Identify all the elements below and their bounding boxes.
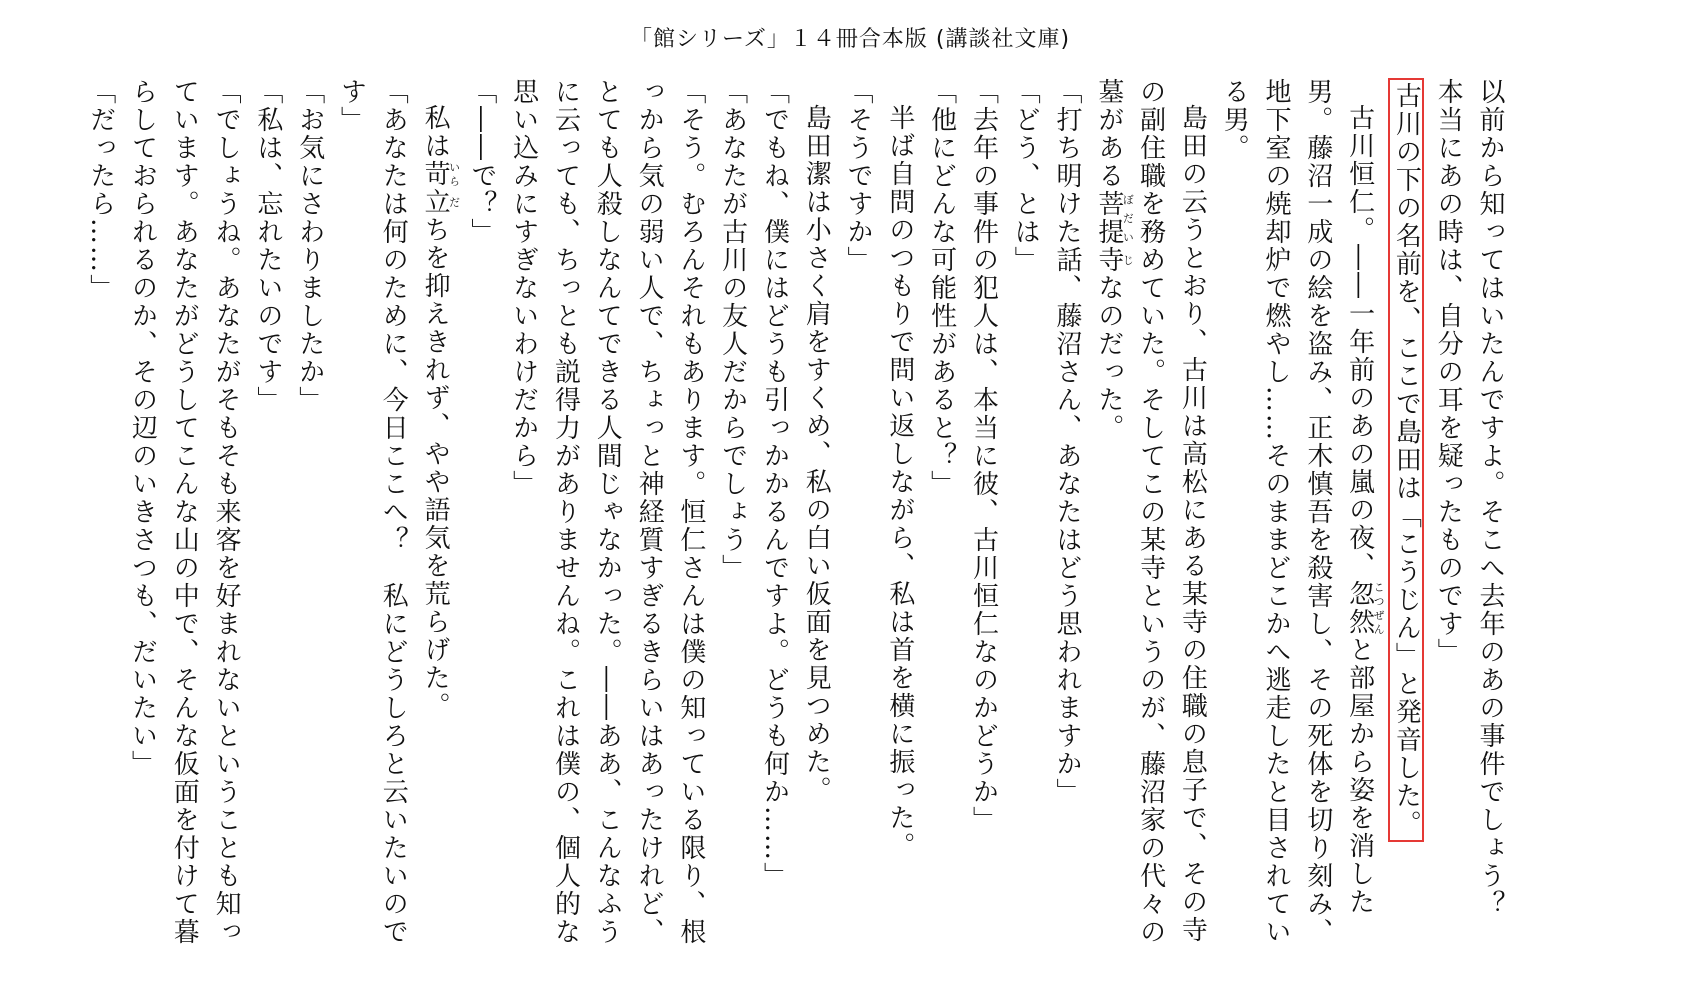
paragraph-6: 「どう、とは」	[1010, 78, 1041, 274]
ruby-kotsuzen	[1344, 580, 1386, 636]
ruby-base: 苛	[420, 160, 451, 188]
paragraph-3	[1212, 78, 1384, 958]
page-header-title: 「館シリーズ」１４冊合本版 (講談社文庫)	[629, 27, 1071, 52]
paragraph-19: 「私は、忘れたいのです」	[252, 78, 283, 414]
ruby-reading: だ	[447, 188, 461, 216]
paragraph-17: 「あなたは何のために、今日ここへ？ 私にどうしろと云いたいのです」	[336, 78, 409, 946]
paragraph-13: 「あなたが古川の友人だからでしょう」	[717, 78, 748, 582]
paragraph-3-pre: 古川恒仁。――一年前のあの嵐の夜、	[1344, 104, 1375, 580]
highlighted-passage: 古川の下の名前を、ここで島田は「こうじん」と発音した。	[1388, 78, 1424, 842]
paragraph-15: 「――で？」	[466, 78, 497, 246]
ruby-base: 立	[420, 188, 451, 216]
paragraph-21: 「だったら……」	[85, 78, 116, 302]
ruby-reading: いら	[447, 160, 461, 188]
paragraph-1: 以前から知ってはいたんですよ。そこへ去年のあの事件でしょう？ 本当にあの時は、自分の耳を疑ったものです」	[1433, 78, 1505, 946]
paragraph-12: 「でもね、僕にはどうも引っかかるんですよ。どうも何か……」	[759, 78, 790, 890]
paragraph-4-post: なのだった。	[1093, 274, 1124, 442]
ruby-da	[420, 188, 461, 216]
paragraph-14: 「そう。むろんそれもあります。恒仁さんは僕の知っている限り、根っから気の弱い人で、ちょっと神経質すぎるきらいはあったけれど、とても人殺しなんてできる人間じゃなかった。――ああ、こんなふうに云っても、ちっとも説得力がありませんね。これは僕の、個人的な思い込みにすぎないわけだから」	[508, 78, 706, 946]
paragraph-2	[1385, 78, 1427, 958]
paragraph-10: 「そうですか」	[843, 78, 874, 274]
ruby-reading: ぼだい	[1121, 190, 1135, 246]
ruby-base: 忽然	[1344, 580, 1375, 636]
paragraph-11: 島田潔は小さく肩をすくめ、私の白い仮面を見つめた。	[801, 104, 832, 804]
ruby-ira	[420, 160, 461, 188]
paragraph-20: 「でしょうね。あなたがそもそも来客を好まれないということも知っています。あなたがどうしてこんな山の中で、そんな仮面を付けて暮らしておられるのか、その辺のいきさつも、だいたい」	[127, 78, 242, 946]
ruby-reading: じ	[1121, 246, 1135, 274]
paragraph-8: 「他にどんな可能性があると？」	[926, 78, 957, 498]
ruby-base: 寺	[1093, 246, 1124, 274]
ruby-ji	[1093, 246, 1135, 274]
paragraph-16-pre: 私は	[420, 104, 451, 160]
paragraph-3-post: と部屋から姿を消した男。藤沼一成の絵を盗み、正木慎吾を殺害し、その死体を切り刻み、地下室の焼却炉で燃やし……そのままどこかへ逃走したと目されている男。	[1219, 78, 1375, 946]
paragraph-16	[413, 78, 460, 958]
paragraph-7: 「去年の事件の犯人は、本当に彼、古川恒仁なのかどうか」	[968, 78, 999, 834]
paragraph-4	[1087, 78, 1212, 958]
paragraph-16-post: ちを抑えきれず、やや語気を荒らげた。	[420, 216, 451, 720]
paragraph-5: 「打ち明けた話、藤沼さん、あなたはどう思われますか」	[1052, 78, 1083, 806]
ruby-bodai	[1093, 190, 1135, 246]
ruby-base: 菩提	[1093, 190, 1124, 246]
vertical-text-body	[85, 78, 1510, 958]
paragraph-18: 「お気にさわりましたか」	[294, 78, 325, 414]
paragraph-4-pre: 島田の云うとおり、古川は高松にある某寺の住職の息子で、その寺の副住職を務めていた。そしてこの某寺というのが、藤沼家の代々の墓がある	[1093, 78, 1208, 946]
paragraph-9: 半ば自問のつもりで問い返しながら、私は首を横に振った。	[884, 104, 915, 860]
ruby-reading: こつぜん	[1372, 580, 1386, 636]
